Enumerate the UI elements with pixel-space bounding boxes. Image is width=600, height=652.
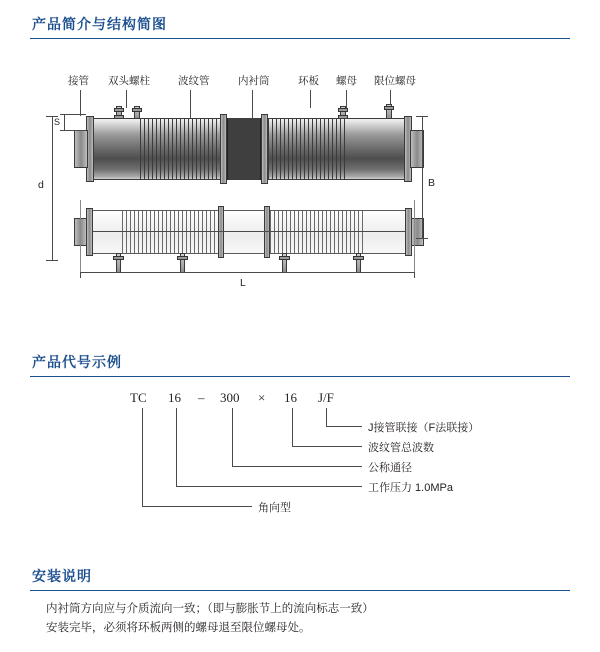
ring-plate-left-bottom [218,206,224,258]
leader-ring-plate [310,90,311,108]
dimension-tick-d-bottom [46,260,58,261]
callout-label-double-stud: 双头螺柱 [108,75,150,87]
callout-label-bellows: 波纹管 [178,75,210,87]
code-token-series: TC [130,390,147,405]
code-leader-diameter [232,408,233,466]
dimension-label-d: d [38,179,44,191]
code-note-connection: J接管联接（F法联接） [368,422,480,434]
callout-label-limit-nut: 限位螺母 [374,75,416,87]
code-leader-series [142,408,143,506]
dimension-tick-b-bottom [416,238,428,239]
callout-label-liner: 内衬筒 [238,75,270,87]
code-tail-pressure [176,486,362,487]
code-tail-wave-count [292,446,362,447]
code-note-pressure: 工作压力 1.0MPa [368,482,453,494]
centerline-bottom [93,231,405,232]
nozzle-left-top [74,130,88,168]
bellows-corrugations-left-bottom [122,211,218,253]
code-token-diameter: 300 [220,390,240,405]
nut-left-top-a [114,108,124,112]
dimension-line-d [52,116,53,260]
dimension-label-s: S [54,117,61,127]
code-tail-diameter [232,466,362,467]
leader-nozzle [80,90,81,116]
code-token-connection: J/F [318,390,334,405]
section-title-install: 安装说明 [32,568,92,584]
ring-plate-right-top [261,114,268,184]
flange-left-bottom [86,208,93,256]
code-note-wave-count: 波纹管总波数 [368,442,434,454]
nut-left-bottom [113,256,124,260]
install-note-line-2: 安装完毕，必须将环板两侧的螺母退至限位螺母处。 [46,622,311,634]
code-tail-connection [326,426,362,427]
leader-double-stud [126,90,127,108]
center-liner-top [227,118,261,180]
heading-rule-install [30,590,570,591]
code-token-pressure: 16 [168,390,181,405]
code-token-dash: – [198,390,205,405]
code-note-diameter: 公称通径 [368,462,412,474]
limit-nut-right-top [384,106,394,110]
nut-right-top-a [338,108,348,112]
callout-label-ring-plate: 环板 [298,75,319,87]
dimension-tick-b-top [416,116,428,117]
code-tail-series [142,506,252,507]
leader-nut [346,90,347,108]
code-leader-pressure [176,408,177,486]
bellows-corrugations-right-bottom [270,211,366,253]
code-token-times: × [258,390,266,405]
code-leader-wave-count [292,408,293,446]
dimension-tick-s [64,114,65,130]
ring-plate-left-top [220,114,227,184]
code-leader-connection [326,408,327,426]
extension-line-l-right [414,200,415,272]
dimension-line-l [80,272,414,273]
section-title-structure: 产品简介与结构简图 [32,16,167,32]
bellows-corrugations-left-top [140,119,220,179]
nut-mid-right-bottom [279,256,290,260]
structure-diagram [30,60,570,290]
extension-line-l-left [80,200,81,272]
heading-rule-structure [30,38,570,39]
ring-plate-right-bottom [264,206,270,258]
section-title-code: 产品代号示例 [32,354,122,370]
dimension-line-b [422,116,423,238]
dimension-tick-d-top [46,116,58,117]
code-designation-diagram [30,372,570,532]
callout-label-nut: 螺母 [336,75,357,87]
install-notes [46,600,566,638]
dimension-label-l: L [240,277,246,289]
callout-label-nozzle: 接管 [68,75,89,87]
nut-right-bottom [353,256,364,260]
code-note-series: 角向型 [258,502,291,514]
install-note-line-1: 内衬筒方向应与介质流向一致；（即与膨胀节上的流向标志一致） [46,603,374,615]
dimension-line-s-bottom [60,130,86,131]
code-token-wave-count: 16 [284,390,297,405]
nut-left-top-2a [132,108,142,112]
bellows-corrugations-right-top [268,119,346,179]
nut-mid-left-bottom [177,256,188,260]
dimension-label-b: B [428,177,436,189]
